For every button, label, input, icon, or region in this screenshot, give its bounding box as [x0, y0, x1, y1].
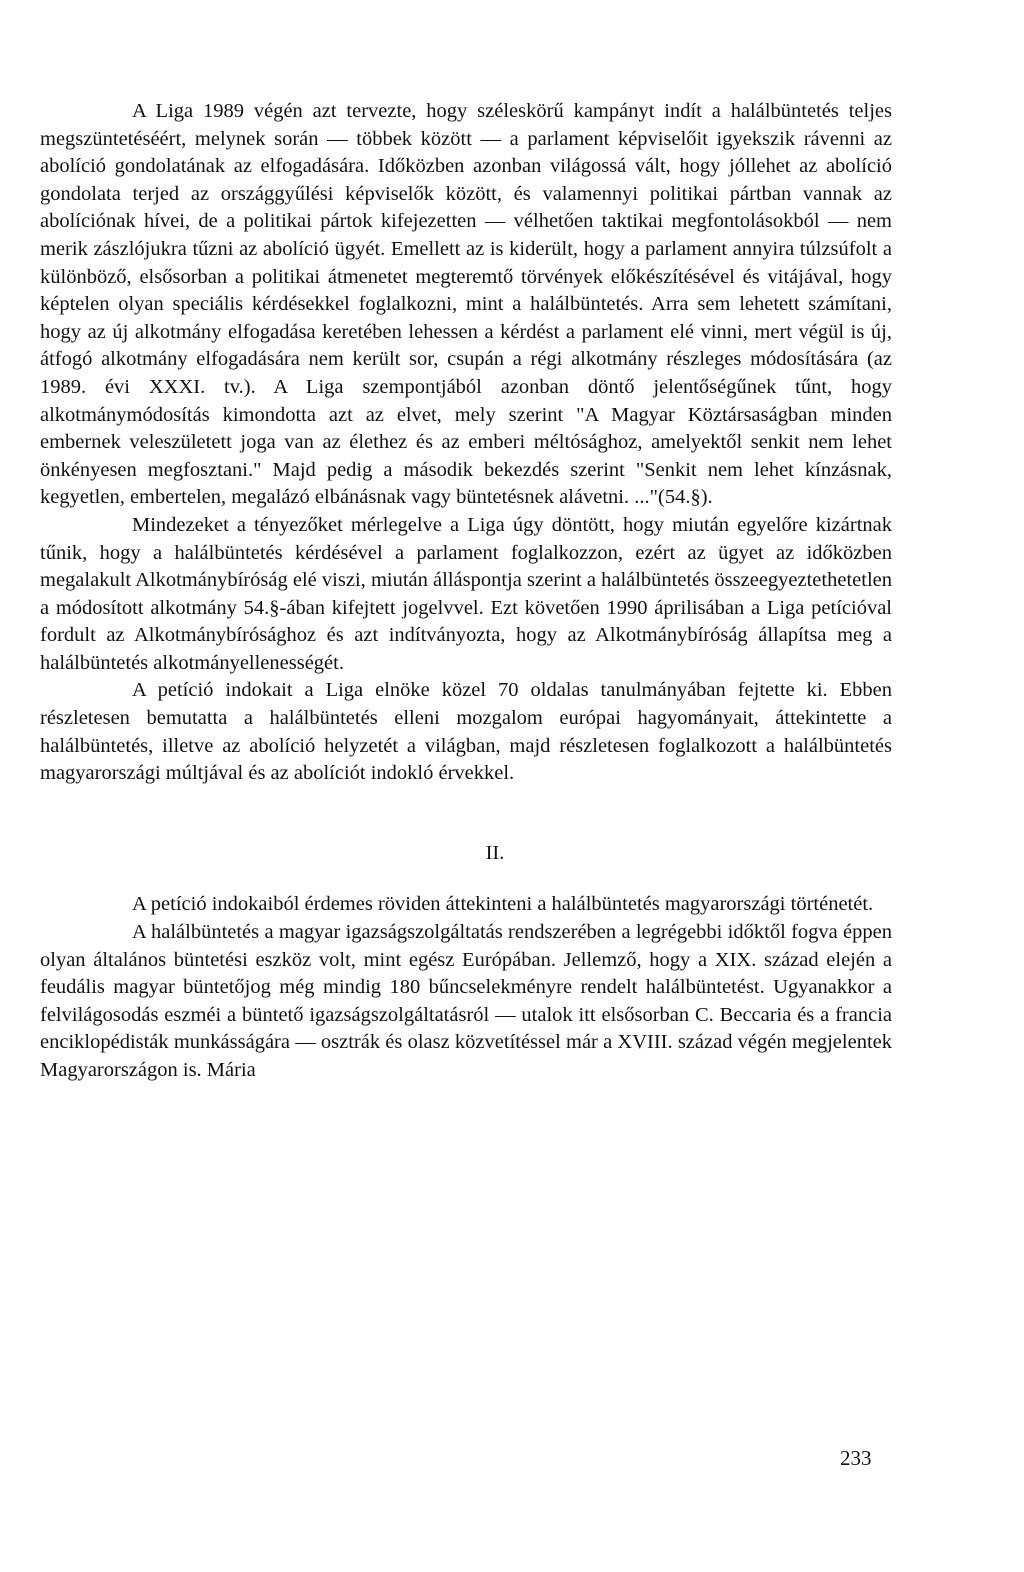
paragraph-petition-study: A petíció indokait a Liga elnöke közel 70 oldalas tanulmányában fejtette ki. Ebben részletesen bemutatta a halálbüntetés elleni mozgalom európai hagyományait, áttekintette a halálbüntetés, illetve az abolíció helyzetét a világban, majd részletesen foglalkozott a halálbüntetés magyarországi múltjával és az abolíciót indokló érvekkel.	[40, 679, 892, 785]
document-page	[40, 98, 892, 1085]
paragraph-constitutional-court: Mindezeket a tényezőket mérlegelve a Liga úgy döntött, hogy miután egyelőre kizártnak tűnik, hogy a halálbüntetés kérdésével a parlament foglalkozzon, ezért az ügyet az időközben megalakult Alkotmánybíróság elé viszi, miután álláspontja szerint a halálbüntetés összeegyeztethetetlen a módosított alkotmány 54.§-ában kifejtett jogelvvel. Ezt követően 1990 áprilisában a Liga petícióval fordult az Alkotmánybírósághoz és azt indítványozta, hogy az Alkotmánybíróság állapítsa meg a halálbüntetés alkotmányellenességét.	[40, 513, 892, 674]
paragraph-liga-campaign: A Liga 1989 végén azt tervezte, hogy széleskörű kampányt indít a halálbüntetés teljes megszüntetéséért, melynek során — többek között — a parlament képviselőit igyekszik rávenni az abolíció gondolatának az elfogadására. Időközben azonban világossá vált, hogy jóllehet az abolíció gondolata terjed az országgyűlési képviselők között, és valamennyi politikai pártban vannak az abolíciónak hívei, de a politikai pártok kifejezetten — vélhetően taktikai megfontolásokból — nem merik zászlójukra tűzni az abolíció ügyét. Emellett az is kiderült, hogy a parlament annyira túlzsúfolt a különböző, elsősorban a politikai átmenetet megteremtő törvények előkészítésével és vitájával, hogy képtelen olyan speciális kérdésekkel foglalkozni, mint a halálbüntetés. Arra sem lehetett számítani, hogy az új alkotmány elfogadása keretében lehessen a kérdést a parlament elé vinni, mert végül is új, átfogó alkotmány elfogadására nem került sor, csupán a régi alkotmány részleges módosítására (az 1989. évi XXXI. tv.). A Liga szempontjából azonban döntő jelentőségűnek tűnt, hogy alkotmánymódosítás kimondotta azt az elvet, mely szerint "A Magyar Köztársaságban minden embernek veleszületett joga van az élethez és az emberi méltósághoz, amelyektől senkit nem lehet önkényesen megfosztani." Majd pedig a második bekezdés szerint "Senkit nem lehet kínzásnak, kegyetlen, embertelen, megalázó elbánásnak vagy büntetésnek alávetni. ..."(54.§).	[40, 100, 892, 509]
paragraph-petition-reasons: A petíció indokaiból érdemes röviden áttekinteni a halálbüntetés magyarországi történetét.	[132, 893, 874, 916]
spacer	[40, 867, 892, 891]
spacer	[40, 788, 892, 840]
section-heading: II.	[485, 841, 505, 864]
paragraph-death-penalty-history: A halálbüntetés a magyar igazságszolgáltatás rendszerében a legrégebbi időktől fogva éppen olyan általános büntetési eszköz volt, mint egész Európában. Jellemző, hogy a XIX. század elején a feudális magyar büntetőjog még mindig 180 bűncselekményre rendelt halálbüntetést. Ugyanakkor a felvilágosodás eszméi a büntető igazságszolgáltatásról — utalok itt elsősorban C. Beccaria és a francia enciklopédisták munkásságára — osztrák és olasz közvetítéssel már a XVIII. század végén megjelentek Magyarországon is. Mária	[40, 921, 892, 1081]
page-number: 233	[840, 1446, 872, 1470]
